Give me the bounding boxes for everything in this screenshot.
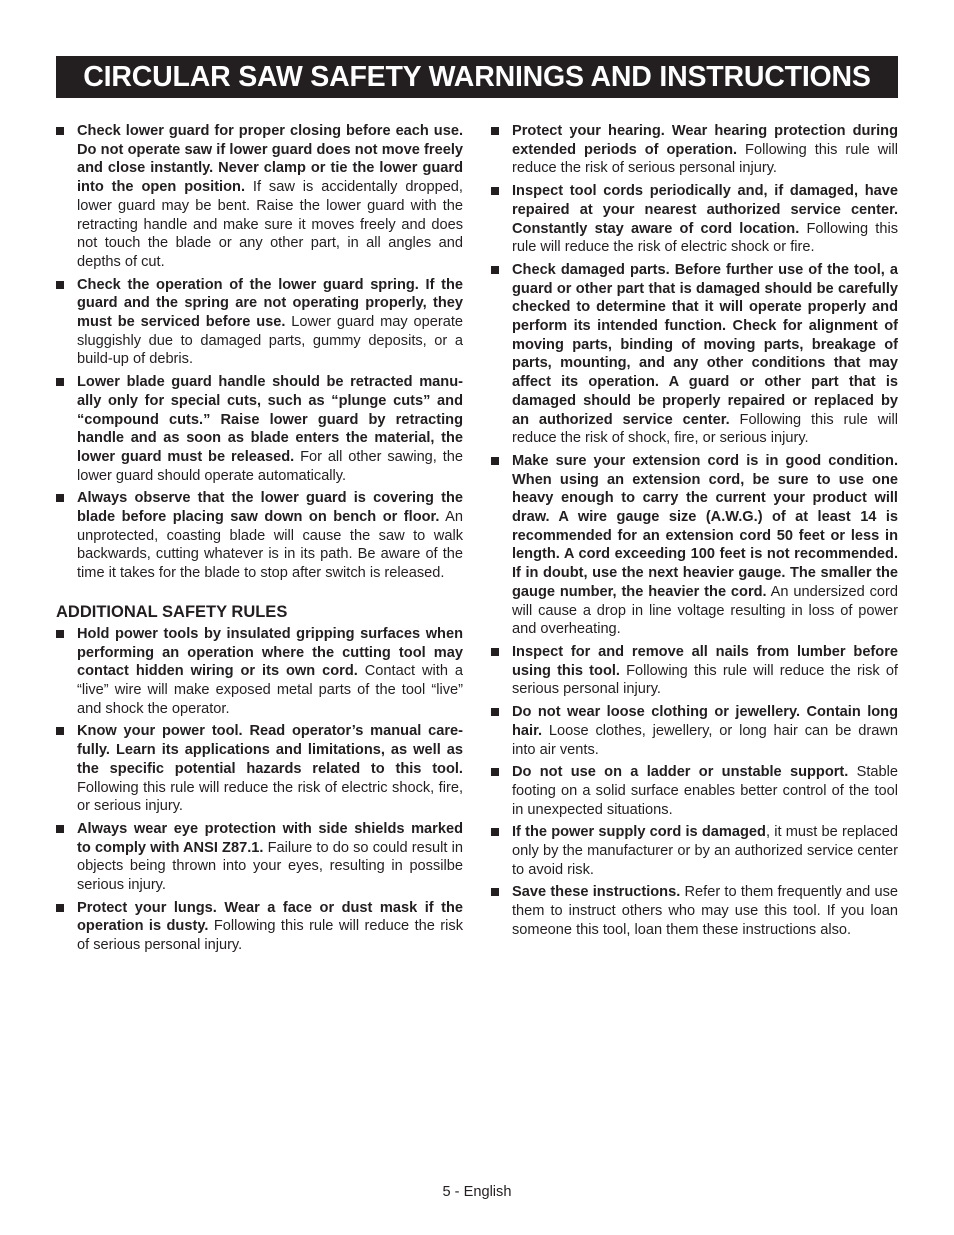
item-text: Following this rule will reduce the risk of serious personal injury.: [77, 918, 463, 954]
item-bold-text: Hold power tools by insulated gripping surfaces when performing an operation where the cutting tool may contact hidden wiring or its own cord.: [77, 625, 463, 680]
bullet-square-icon: [56, 727, 64, 735]
bullet-square-icon: [491, 648, 499, 656]
list-item: [491, 643, 898, 699]
bullet-square-icon: [491, 828, 499, 836]
item-bold-text: Save these instructions.: [512, 884, 681, 901]
warnings-list-right: [491, 122, 898, 940]
bullet-square-icon: [491, 266, 499, 274]
title-banner: [56, 56, 898, 98]
bullet-square-icon: [56, 494, 64, 502]
left-column: [56, 122, 463, 959]
warnings-list-left: [56, 122, 463, 583]
item-bold-text: Protect your lungs. Wear a face or dust mask if the operation is dusty.: [77, 899, 463, 935]
item-text: Following this rule will reduce the risk of shock, fire, or serious injury.: [512, 411, 898, 447]
item-text: Failure to do so could result in objects being thrown into your eyes, resulting in possilbe serious injury.: [77, 839, 463, 894]
item-bold-text: If the power supply cord is damaged: [512, 824, 766, 841]
bullet-square-icon: [491, 708, 499, 716]
item-text: , it must be replaced only by the manufacturer or by an authorized service center to avoid risk.: [512, 824, 898, 878]
page-title: CIRCULAR SAW SAFETY WARNINGS AND INSTRUCTIONS: [83, 60, 871, 93]
item-bold-text: Always observe that the lower guard is covering the blade before placing saw down on bench or floor.: [77, 490, 463, 526]
bullet-square-icon: [56, 825, 64, 833]
bullet-square-icon: [491, 127, 499, 135]
list-item: [491, 763, 898, 819]
item-text: Following this rule will reduce the risk of electric shock or fire.: [512, 220, 898, 256]
item-bold-text: Check damaged parts. Before further use of the tool, a guard or other part that is damaged should be carefully checked to determine that it will operate properly and perform its intended function. Check for alignment of moving parts, binding of moving parts, breakage of parts, mounting, and any other conditions that may affect its operation. A guard or other part that is damaged should be properly repaired or replaced by an authorized service center.: [512, 261, 898, 428]
right-column: [491, 122, 898, 944]
item-text: Refer to them frequently and use them to instruct others who may use this tool. If you loan someone this tool, loan them these instructions also.: [512, 884, 898, 938]
bullet-square-icon: [56, 127, 64, 135]
list-item: [491, 883, 898, 939]
item-text: For all other sawing, the lower guard should operate automatically.: [77, 448, 463, 484]
page-number: 5 - English: [442, 1184, 512, 1200]
bullet-square-icon: [56, 904, 64, 912]
item-text: Loose clothes, jewellery, or long hair can be drawn into air vents.: [512, 722, 898, 758]
item-text: Stable footing on a solid surface enables better control of the tool in unexpected situations.: [512, 764, 898, 818]
bullet-square-icon: [56, 630, 64, 638]
list-item: [491, 261, 898, 448]
item-text: Following this rule will reduce the risk of serious personal injury.: [512, 662, 898, 698]
item-bold-text: Make sure your extension cord is in good condition. When using an extension cord, be sure to use one heavy enough to carry the current your product will draw. A wire gauge size (A.W.G.) of at least 14 is recommended for an extension cord 50 feet or less in length. A cord exceeding 100 feet is not recommended. If in doubt, use the next heavier gauge. The smaller the gauge number, the heavier the cord.: [512, 452, 898, 600]
bullet-square-icon: [56, 281, 64, 289]
list-item: [491, 182, 898, 257]
section-heading: ADDITIONAL SAFETY RULES: [56, 602, 288, 621]
additional-rules-list: [56, 625, 463, 955]
list-item: [56, 122, 463, 272]
item-bold-text: Check the operation of the lower guard spring. If the guard and the spring are not operating properly, they must be serviced before use.: [77, 276, 463, 331]
list-item: [491, 452, 898, 639]
item-bold-text: Inspect tool cords periodically and, if damaged, have repaired at your nearest authorized service center. Constantly stay aware of cord location.: [512, 183, 898, 237]
item-bold-text: Know your power tool. Read operator’s manual carefully. Learn its applications and limitations, as well as the specific potential hazards related to this tool.: [77, 723, 463, 777]
list-item: [491, 122, 898, 178]
bullet-square-icon: [491, 457, 499, 465]
list-item: [56, 276, 463, 370]
item-bold-text: Always wear eye protection with side shields marked to comply with ANSI Z87.1.: [77, 820, 463, 856]
item-bold-text: Do not use on a ladder or unstable support.: [512, 764, 849, 781]
list-item: [491, 823, 898, 879]
list-item: [56, 722, 463, 816]
list-item: [56, 625, 463, 719]
item-text: An undersized cord will cause a drop in line voltage resulting in loss of power and overheating.: [512, 583, 898, 638]
list-item: [491, 703, 898, 759]
bullet-square-icon: [56, 378, 64, 386]
item-bold-text: Protect your hearing. Wear hearing protection during extended periods of operation.: [512, 123, 898, 158]
item-bold-text: Lower blade guard handle should be retracted manually only for special cuts, such as “plunge cuts” and “compound cuts.” Raise lower guard by retracting handle and as soon as blade enters the material, the lower guard must be released.: [77, 374, 463, 465]
bullet-square-icon: [491, 768, 499, 776]
item-text: Lower guard may operate sluggishly due to damaged parts, gummy deposits, or a build-up of debris.: [77, 314, 464, 368]
item-text: Following this rule will reduce the risk of serious personal injury.: [512, 141, 898, 177]
item-text: Contact with a “live” wire will make exposed metal parts of the tool “live” and shock the operator.: [77, 663, 463, 717]
item-bold-text: Check lower guard for proper closing before each use. Do not operate saw if lower guard does not move freely and close instantly. Never clamp or tie the lower guard into the open position.: [77, 123, 463, 196]
list-item: [56, 820, 463, 895]
bullet-square-icon: [491, 187, 499, 195]
item-bold-text: Do not wear loose clothing or jewellery. Contain long hair.: [512, 704, 898, 739]
item-bold-text: Inspect for and remove all nails from lumber before using this tool.: [512, 643, 898, 679]
item-text: If saw is accidentally dropped, lower guard may be bent. Raise the lower guard with the retracting handle and make sure it moves freely and does not touch the blade or any other part, in all angles and depths of cut.: [77, 179, 463, 270]
item-text: An unprotected, coasting blade will cause the saw to walk backwards, cutting whatever is in its path. Be aware of the time it takes for the blade to stop after switch is released.: [77, 509, 463, 582]
list-item: [56, 489, 463, 583]
item-text: Following this rule will reduce the risk of electric shock, fire, or serious injury.: [77, 779, 463, 815]
list-item: [56, 899, 463, 955]
list-item: [56, 373, 463, 485]
bullet-square-icon: [491, 888, 499, 896]
